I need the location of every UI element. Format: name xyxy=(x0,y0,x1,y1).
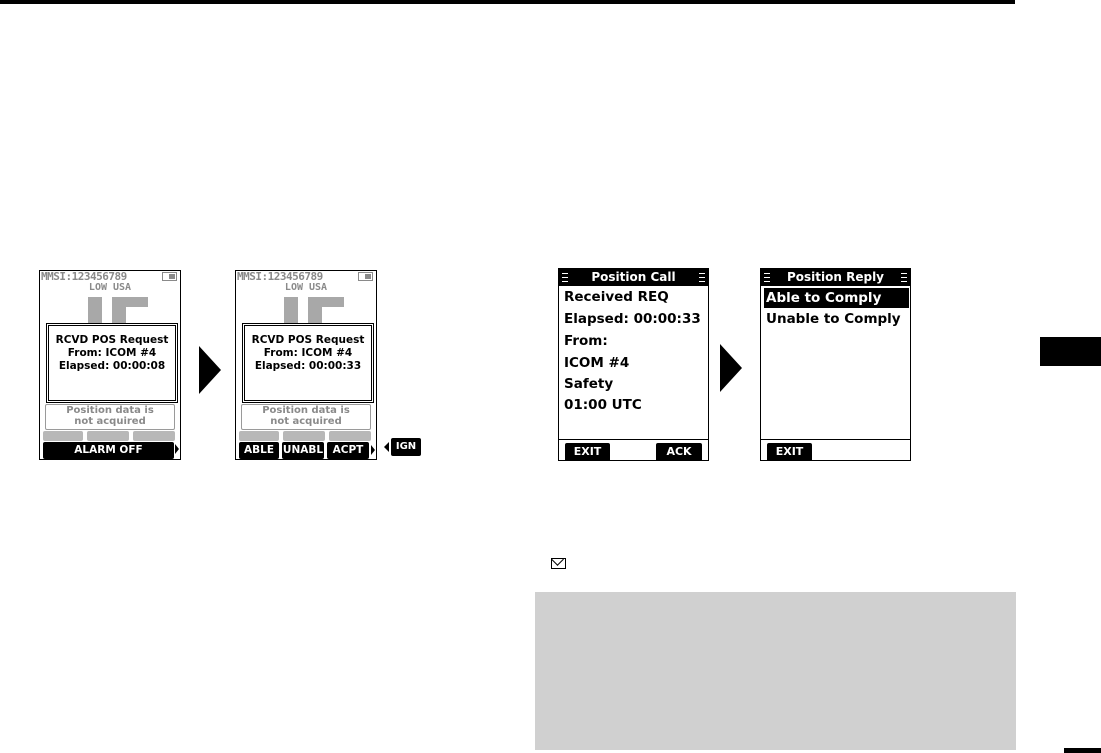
status-bar xyxy=(236,270,376,282)
screen-title: Position Reply xyxy=(761,269,910,286)
position-box xyxy=(45,404,175,430)
position-call-screen xyxy=(558,268,709,461)
channel-number xyxy=(274,297,344,325)
top-rule xyxy=(0,0,1015,4)
hamburger-icon xyxy=(562,273,568,282)
note-panel xyxy=(535,592,1016,750)
channel-number xyxy=(78,297,148,325)
hamburger-icon xyxy=(901,273,907,282)
band-label: LOW USA xyxy=(88,282,132,293)
position-box xyxy=(241,404,371,430)
mmsi-label: MMSI:123456789 xyxy=(237,270,323,283)
menu-item-unable-to-comply[interactable]: Unable to Comply xyxy=(766,311,901,327)
more-left-icon xyxy=(384,442,389,452)
popup-line: From: ICOM #4 xyxy=(67,347,157,359)
dimmed-keys xyxy=(43,431,177,441)
list-item: ICOM #4 xyxy=(564,355,630,371)
more-right-icon xyxy=(371,445,375,455)
popup-line: Elapsed: 00:00:33 xyxy=(254,360,362,372)
softkey-bar xyxy=(40,442,180,459)
popup-line: From: ICOM #4 xyxy=(263,347,353,359)
status-bar xyxy=(40,270,180,282)
band-label: LOW USA xyxy=(284,282,328,293)
position-line: not acquired xyxy=(270,416,342,427)
able-button[interactable]: ABLE xyxy=(239,442,279,459)
mmsi-label: MMSI:123456789 xyxy=(41,270,127,283)
list-item: Elapsed: 00:00:33 xyxy=(564,311,701,327)
popup-line: RCVD POS Request xyxy=(55,334,169,346)
page-corner-mark xyxy=(1064,748,1101,753)
ack-button[interactable]: ACK xyxy=(656,443,702,460)
screen-title: Position Call xyxy=(559,269,708,286)
popup-line: RCVD POS Request xyxy=(251,334,365,346)
dimmed-keys xyxy=(239,431,373,441)
ignore-button[interactable]: IGN xyxy=(391,438,421,456)
battery-icon xyxy=(162,272,177,281)
alarm-off-button[interactable]: ALARM OFF xyxy=(43,442,174,459)
radio-screen-options xyxy=(235,270,377,460)
list-item: Safety xyxy=(564,376,614,392)
pos-request-popup xyxy=(242,323,374,403)
position-line: Position data is xyxy=(262,405,350,416)
unable-button[interactable]: UNABL xyxy=(282,442,324,459)
battery-icon xyxy=(358,272,373,281)
list-item: 01:00 UTC xyxy=(564,397,642,413)
popup-line: Elapsed: 00:00:08 xyxy=(58,360,166,372)
menu-item-able-to-comply[interactable]: Able to Comply xyxy=(764,288,909,308)
triangle-right-icon xyxy=(199,346,221,394)
position-reply-screen xyxy=(760,268,911,461)
position-line: Position data is xyxy=(66,405,154,416)
pos-request-popup xyxy=(46,323,178,403)
exit-button[interactable]: EXIT xyxy=(565,443,610,460)
exit-button[interactable]: EXIT xyxy=(767,443,812,460)
softkey-bar xyxy=(761,439,910,460)
radio-screen-alarm xyxy=(39,270,181,460)
section-tab xyxy=(1040,337,1101,366)
envelope-icon xyxy=(551,558,566,569)
list-item: From: xyxy=(564,333,608,349)
triangle-right-icon xyxy=(720,344,742,392)
softkey-bar xyxy=(236,442,376,459)
position-line: not acquired xyxy=(74,416,146,427)
more-right-icon xyxy=(175,444,179,454)
softkey-bar xyxy=(559,439,708,460)
accept-button[interactable]: ACPT xyxy=(327,442,369,459)
hamburger-icon xyxy=(764,273,770,282)
list-item: Received REQ xyxy=(564,289,669,305)
hamburger-icon xyxy=(699,273,705,282)
